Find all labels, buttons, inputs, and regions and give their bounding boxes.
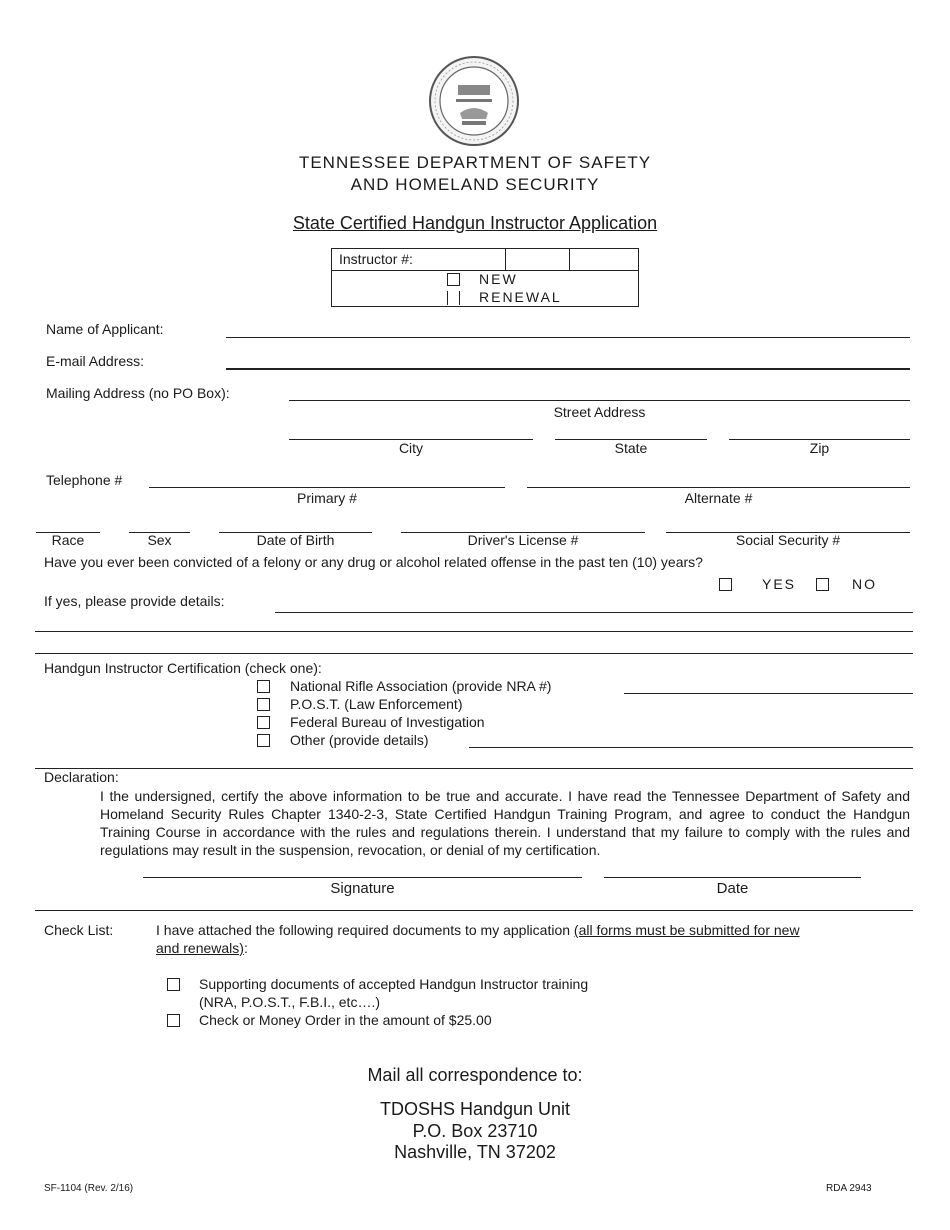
certification-heading: Handgun Instructor Certification (check one): <box>44 660 322 676</box>
street-address-field[interactable] <box>289 400 910 401</box>
zip-caption: Zip <box>809 440 830 456</box>
felony-yes-label: YES <box>762 576 797 592</box>
new-checkbox[interactable] <box>447 273 460 286</box>
mail-heading: Mail all correspondence to: <box>367 1065 583 1085</box>
other-details-field[interactable] <box>469 747 913 748</box>
supporting-docs-item: Supporting documents of accepted Handgun Instructor training <box>199 976 589 992</box>
other-option: Other (provide details) <box>290 732 429 748</box>
felony-yes-checkbox[interactable] <box>719 578 732 591</box>
department-name-line1: TENNESSEE DEPARTMENT OF SAFETY <box>298 153 652 172</box>
race-caption: Race <box>51 532 85 548</box>
section-divider <box>35 768 913 769</box>
declaration-heading: Declaration: <box>44 769 119 785</box>
payment-item: Check or Money Order in the amount of $25.00 <box>199 1012 492 1028</box>
felony-details-field-line2[interactable] <box>35 631 913 632</box>
date-caption: Date <box>716 880 749 897</box>
fbi-option: Federal Bureau of Investigation <box>290 714 485 730</box>
street-address-caption: Street Address <box>553 404 646 420</box>
mail-line3: Nashville, TN 37202 <box>394 1142 556 1162</box>
mail-line2: P.O. Box 23710 <box>412 1121 538 1141</box>
fbi-checkbox[interactable] <box>257 716 270 729</box>
ssn-caption: Social Security # <box>735 532 841 548</box>
new-label: NEW <box>479 271 518 287</box>
supporting-docs-checkbox[interactable] <box>167 978 180 991</box>
department-name-line2: AND HOMELAND SECURITY <box>350 175 600 194</box>
section-divider <box>35 653 913 654</box>
form-title: State Certified Handgun Instructor Application <box>292 213 658 233</box>
nra-number-field[interactable] <box>624 693 913 694</box>
felony-details-field[interactable] <box>275 612 913 613</box>
dob-caption: Date of Birth <box>256 532 335 548</box>
alternate-phone-caption: Alternate # <box>684 490 753 506</box>
instructor-box <box>331 248 639 307</box>
email-field[interactable] <box>226 368 910 370</box>
email-label: E-mail Address: <box>46 353 145 369</box>
felony-no-checkbox[interactable] <box>816 578 829 591</box>
checklist-intro: I have attached the following required documents to my application (all forms must be submitted for new <box>156 922 800 938</box>
post-option: P.O.S.T. (Law Enforcement) <box>290 696 463 712</box>
name-field[interactable] <box>226 337 910 338</box>
alternate-phone-field[interactable] <box>527 487 910 488</box>
post-checkbox[interactable] <box>257 698 270 711</box>
checklist-heading: Check List: <box>44 922 114 938</box>
primary-phone-caption: Primary # <box>297 490 357 506</box>
mailing-address-label: Mailing Address (no PO Box): <box>46 385 230 401</box>
felony-question: Have you ever been convicted of a felony or any drug or alcohol related offense in the past ten (10) years? <box>44 554 703 570</box>
renewal-label: RENEWAL <box>479 289 562 305</box>
nra-checkbox[interactable] <box>257 680 270 693</box>
name-label: Name of Applicant: <box>46 321 164 337</box>
signature-field[interactable] <box>143 877 582 878</box>
signature-caption: Signature <box>330 880 395 897</box>
mail-line1: TDOSHS Handgun Unit <box>379 1099 571 1119</box>
section-divider <box>35 910 913 911</box>
state-caption: State <box>614 440 648 456</box>
supporting-docs-detail: (NRA, P.O.S.T., F.B.I., etc….) <box>199 994 381 1010</box>
primary-phone-field[interactable] <box>149 487 505 488</box>
nra-option: National Rifle Association (provide NRA #) <box>290 678 552 694</box>
declaration-text: I the undersigned, certify the above information to be true and accurate. I have read the Tennessee Department of Safety and Homeland Security Rules Chapter 1340-2-3, State Certified Handgun Training Program, and agree to conduct the Handgun Training Course in accordance with the rules and regulations therein. I understand that my failure to comply with the rules and regulations may result in the suspension, revocation, or denial of my certification. <box>100 788 910 858</box>
drivers-license-caption: Driver's License # <box>467 532 579 548</box>
instructor-number-label: Instructor #: <box>339 251 413 267</box>
sex-caption: Sex <box>147 532 172 548</box>
felony-details-label: If yes, please provide details: <box>44 593 225 609</box>
payment-checkbox[interactable] <box>167 1014 180 1027</box>
felony-no-label: NO <box>852 576 877 592</box>
form-id: SF-1104 (Rev. 2/16) <box>44 1183 134 1194</box>
date-field[interactable] <box>604 877 861 878</box>
state-seal <box>428 55 520 147</box>
rda-number: RDA 2943 <box>826 1183 872 1194</box>
city-caption: City <box>398 440 424 456</box>
telephone-label: Telephone # <box>46 472 123 488</box>
other-checkbox[interactable] <box>257 734 270 747</box>
checklist-intro-cont: and renewals): <box>156 940 248 956</box>
